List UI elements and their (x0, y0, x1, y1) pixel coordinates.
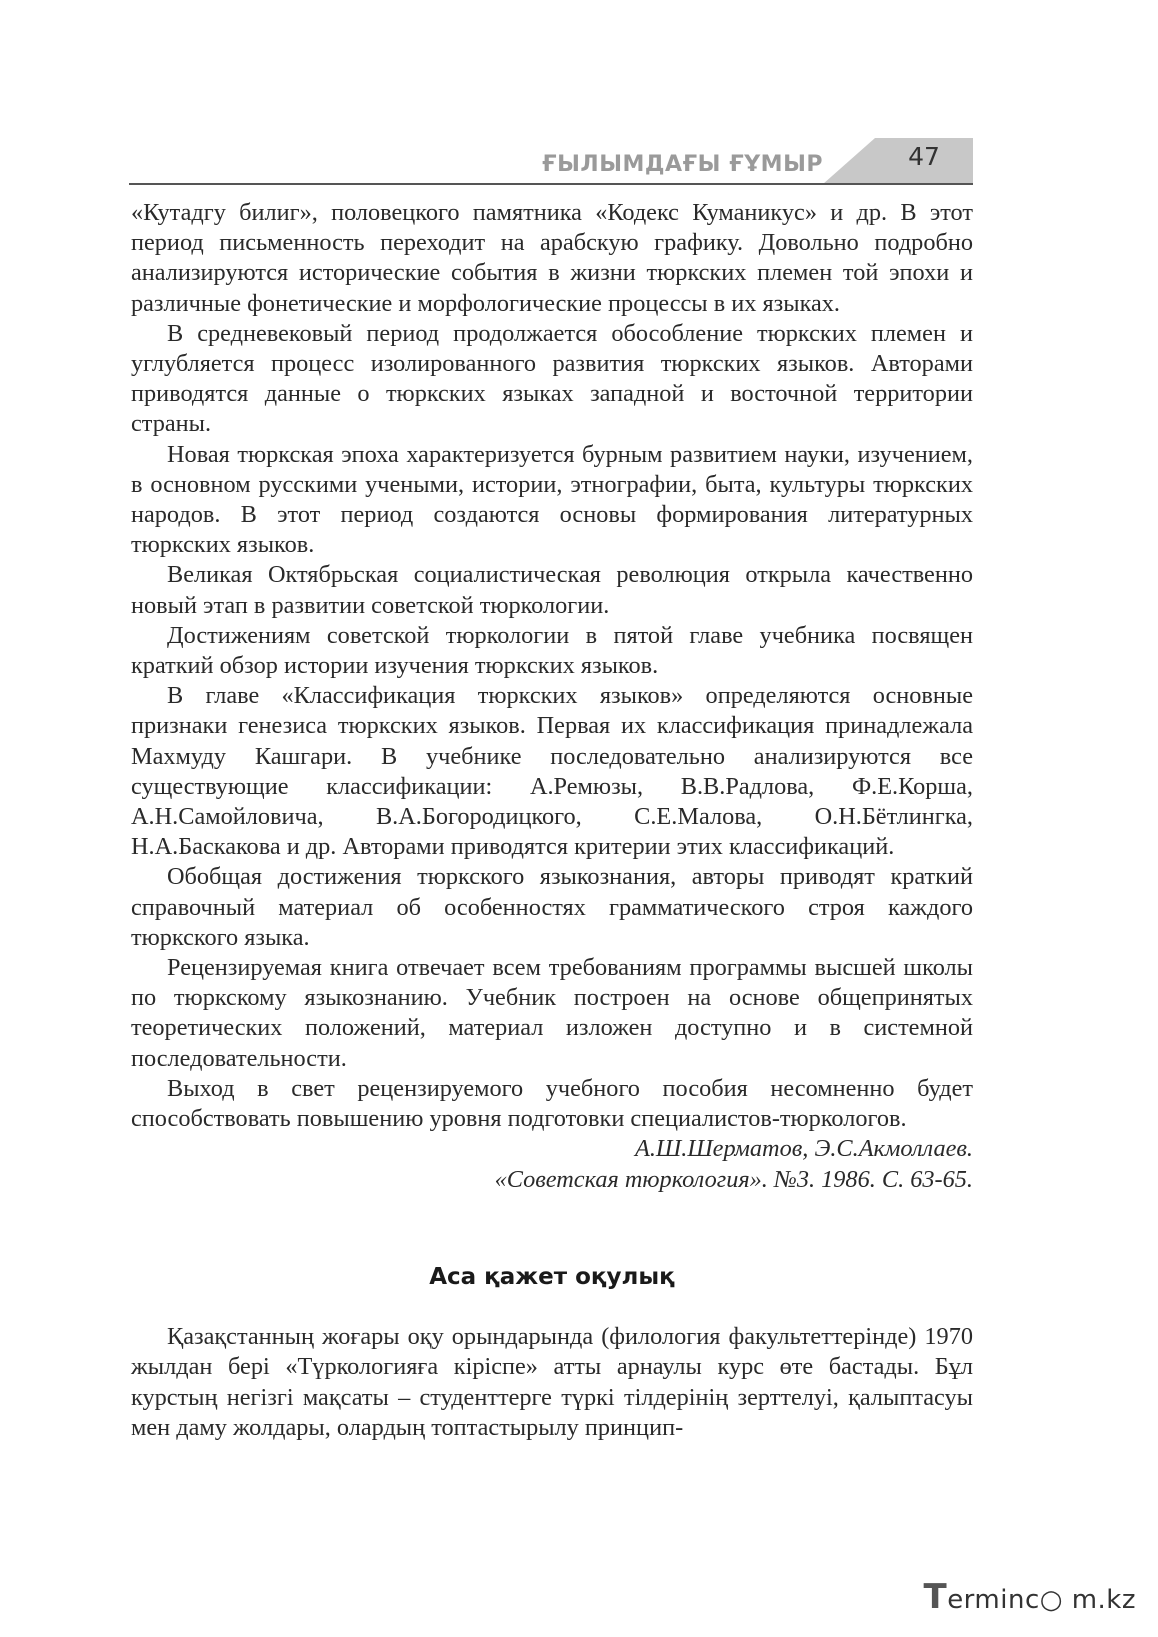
section-body (131, 1322, 973, 1444)
paragraph-5: Достижениям советской тюркологии в пятой главе учебника посвящен краткий обзор истории изучения тюркских языков. (131, 621, 973, 680)
review-body (131, 198, 973, 1195)
paragraph-9: Выход в свет рецензируемого учебного пособия несомненно будет способствовать повышению уровня подготовки специалистов-тюркологов. (131, 1074, 973, 1133)
paragraph-8: Рецензируемая книга отвечает всем требованиям программы высшей школы по тюркскому языкознанию. Учебник построен на основе общепринятых теоретических положений, материал изложен доступно и в системной последовательности. (131, 954, 973, 1072)
logo-first-letter: T (923, 1577, 948, 1617)
paragraph-3: Новая тюркская эпоха характеризуется бурным развитием науки, изучением, в основном русскими учеными, истории, этнографии, быта, культуры тюркских народов. В этот период создаются основы формирования литературных тюркских языков. (131, 440, 973, 559)
logo-text: erminc○ m.kz (947, 1585, 1136, 1615)
attribution-source: «Советская тюркология». №3. 1986. С. 63-65. (494, 1165, 973, 1193)
section-heading: Аса қажет оқулық (429, 1264, 675, 1290)
running-header-title: ҒЫЛЫМДАҒЫ ҒҰМЫР (542, 152, 823, 177)
paragraph-1: «Кутадгу билиг», половецкого памятника «Кодекс Куманикус» и др. В этот период письменность переходит на арабскую графику. Довольно подробно анализируются исторические события в жизни тюркских племен той эпохи и различные фонетические и морфологические процессы в их языках. (131, 199, 973, 317)
paragraph-4: Великая Октябрьская социалистическая революция открыла качественно новый этап в развитии советской тюркологии. (131, 561, 973, 619)
paragraph-2: В средневековый период продолжается обособление тюркских племен и углубляется процесс изолированного развития тюркских языков. Авторами приводятся данные о тюркских языках западной и восточной территории страны. (131, 319, 973, 438)
paragraph-6: В главе «Классификация тюркских языков» определяются основные признаки генезиса тюркских языков. Первая их классификация принадлежала Махмуду Кашгари. В учебнике последовательно анализируются все существующие классификации: А.Ремюзы, В.В.Радлова, Ф.Е.Корша, А.Н.Самойловича, В.А.Богородицкого, С.Е.Малова, О.Н.Бётлингка, Н.А.Баскакова и др. Авторами приводятся критерии этих классификаций. (131, 682, 973, 861)
running-header (129, 138, 973, 186)
header-rule (129, 183, 973, 185)
page-number: 47 (908, 142, 940, 171)
site-logo (923, 1577, 1136, 1617)
section-paragraph: Қазақстанның жоғары оқу орындарында (филология факультеттерінде) 1970 жылдан бері «Түркологияға кіріспе» атты арнаулы курс өте бастады. Бұл курстың негізгі мақсаты – студенттерге түркі тілдерінің зерттелуі, қалыптасуы мен даму жолдары, олардың топтастырылу принцип- (131, 1323, 973, 1442)
paragraph-7: Обобщая достижения тюркского языкознания, авторы приводят краткий справочный материал об особенностях грамматического строя каждого тюркского языка. (131, 863, 973, 951)
attribution-authors: А.Ш.Шерматов, Э.С.Акмоллаев. (635, 1135, 973, 1163)
